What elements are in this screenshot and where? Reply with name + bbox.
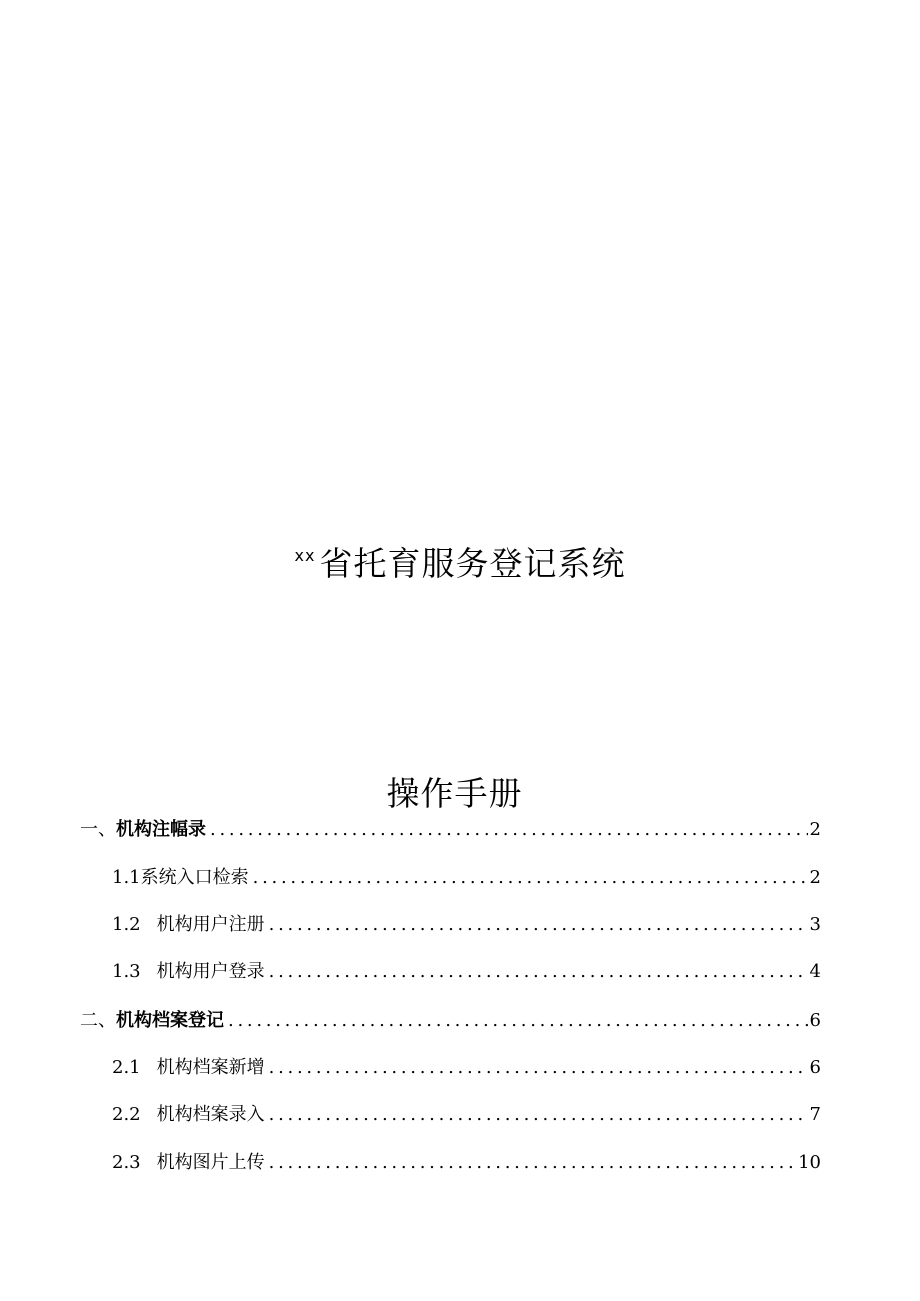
- toc-entry-text: 系统入口检索: [140, 867, 249, 888]
- manual-title: 操作手册: [386, 774, 523, 813]
- toc-entry-page: 6: [809, 1010, 821, 1031]
- toc-entry-2-2[interactable]: [112, 1102, 821, 1128]
- document-title-main: 省托育服务登记系统: [319, 544, 626, 583]
- toc-entry-number: 1.3: [112, 961, 141, 982]
- toc-entry-number: 1.1: [112, 867, 141, 888]
- toc-entry-1-1[interactable]: [112, 865, 821, 891]
- toc-entry-page: 6: [809, 1057, 821, 1078]
- toc-entry-text: 机构用户登录: [156, 961, 265, 982]
- toc-entry-number: 1.2: [112, 914, 141, 935]
- toc-entry-text: 机构注幅录: [116, 819, 206, 840]
- toc-entry-1-2[interactable]: [112, 912, 821, 938]
- toc-entry-text: 机构用户注册: [156, 914, 265, 935]
- toc-leader-dots: [269, 1150, 796, 1176]
- toc-entry-text: 机构档案登记: [116, 1010, 224, 1031]
- toc-leader-dots: [269, 912, 808, 938]
- toc-entry-page: 4: [809, 961, 821, 982]
- document-title: [0, 532, 920, 588]
- toc-entry-page: 7: [809, 1104, 821, 1125]
- toc-entry-number: 2.3: [112, 1152, 141, 1173]
- toc-entry-section-2[interactable]: [80, 1008, 821, 1034]
- document-title-prefix: xx: [294, 546, 316, 565]
- toc-entry-number: 一、: [80, 819, 116, 840]
- toc-leader-dots: [210, 817, 808, 843]
- toc-entry-number: 2.2: [112, 1104, 141, 1125]
- toc-entry-text: 机构图片上传: [156, 1152, 265, 1173]
- toc-leader-dots: [269, 1055, 808, 1081]
- toc-entry-number: 2.1: [112, 1057, 141, 1078]
- toc-entry-text: 机构档案录入: [156, 1104, 265, 1125]
- toc-leader-dots: [269, 1102, 808, 1128]
- toc-leader-dots: [228, 1008, 808, 1034]
- toc-entry-text: 机构档案新增: [156, 1057, 265, 1078]
- toc-entry-2-1[interactable]: [112, 1055, 821, 1081]
- toc-leader-dots: [269, 959, 808, 985]
- toc-entry-page: 3: [809, 914, 821, 935]
- toc-entry-section-1[interactable]: [80, 817, 821, 843]
- toc-entry-number: 二、: [80, 1010, 116, 1031]
- toc-entry-1-3[interactable]: [112, 959, 821, 985]
- toc-entry-page: 2: [809, 867, 821, 888]
- toc-leader-dots: [253, 865, 808, 891]
- toc-entry-page: 10: [798, 1152, 821, 1173]
- toc-entry-page: 2: [809, 819, 821, 840]
- toc-entry-2-3[interactable]: [112, 1150, 821, 1176]
